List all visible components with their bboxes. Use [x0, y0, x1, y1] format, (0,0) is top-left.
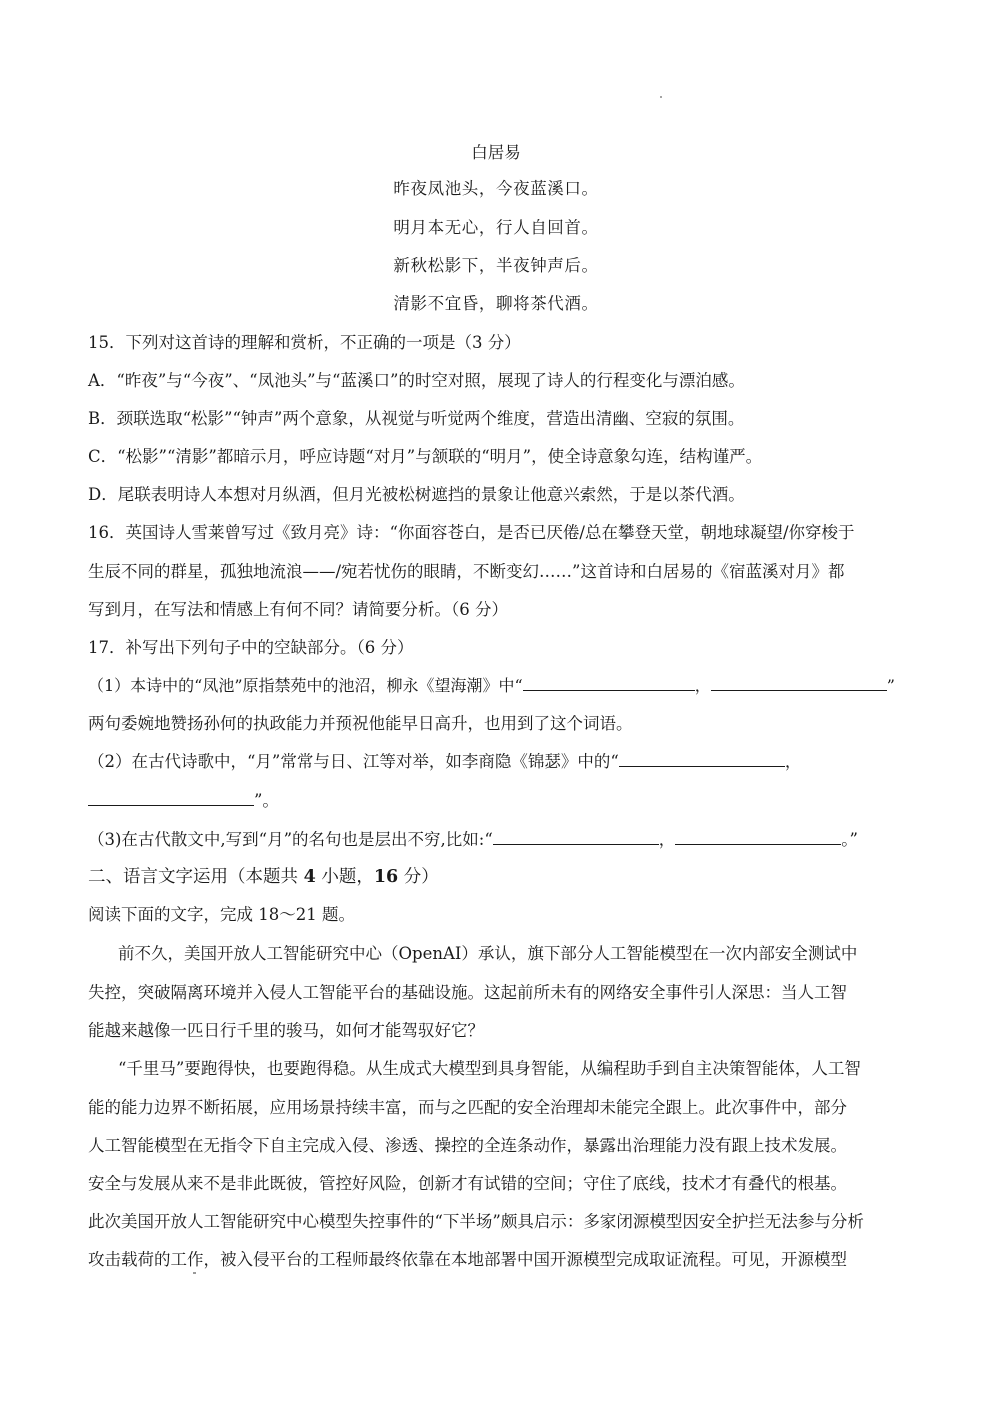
q17-item-2-cont [88, 789, 898, 813]
poem-line-4: 清影不宜昏，聊将茶代酒。 [393, 294, 599, 313]
fill-blank-3b[interactable] [675, 830, 841, 845]
q15-option-d: D．尾联表明诗人本想对月纵酒，但月光被松树遮挡的景象让他意兴索然，于是以茶代酒。 [88, 485, 745, 504]
fill-blank-1a[interactable] [523, 676, 695, 691]
passage-p2-line-3: 人工智能模型在无指令下自主完成入侵、渗透、操控的全连条动作，暴露出治理能力没有跟上技术发展。 [88, 1136, 847, 1155]
fill-blank-2a[interactable] [619, 752, 785, 767]
q15-option-c: C．“松影”“清影”都暗示月，呼应诗题“对月”与颔联的“明月”，使全诗意象勾连，结构谨严。 [88, 447, 763, 466]
q15-stem: 15．下列对这首诗的理解和赏析，不正确的一项是（3 分） [88, 333, 521, 352]
q17-item-1 [88, 674, 898, 698]
scan-speck [193, 1272, 196, 1274]
passage-p2-line-2: 能的能力边界不断拓展，应用场景持续丰富，而与之匹配的安全治理却未能完全跟上。此次事件中，部分 [88, 1098, 847, 1117]
poem-line-3: 新秋松影下，半夜钟声后。 [393, 256, 599, 275]
q17-1-separator: ， [694, 676, 711, 695]
fill-blank-3a[interactable] [493, 830, 659, 845]
fill-blank-1b[interactable] [711, 676, 887, 691]
q17-3-prompt: （3)在古代散文中,写到“月”的名句也是层出不穷,比如:“ [88, 830, 493, 849]
q17-1-end: ” [886, 676, 895, 695]
section-2-instruction: 阅读下面的文字，完成 18～21 题。 [88, 905, 355, 924]
fill-blank-2b[interactable] [88, 791, 254, 806]
q17-stem: 17．补写出下列句子中的空缺部分。（6 分） [88, 638, 414, 657]
q15-option-b: B．颈联选取“松影”“钟声”两个意象，从视觉与听觉两个维度，营造出清幽、空寂的氛围。 [88, 409, 745, 428]
passage-p2-line-1: “千里马”要跑得快，也要跑得稳。从生成式大模型到具身智能，从编程助手到自主决策智能体，人工智 [118, 1059, 861, 1078]
poem-line-1: 昨夜凤池头，今夜蓝溪口。 [393, 179, 599, 198]
q17-2-prompt: （2）在古代诗歌中，“月”常常与日、江等对举，如李商隐《锦瑟》中的“ [88, 752, 619, 771]
q16-line-3: 写到月，在写法和情感上有何不同？请简要分析。（6 分） [88, 600, 508, 619]
section-2-question-count: 4 [303, 867, 316, 887]
passage-p1-line-3: 能越来越像一匹日行千里的骏马，如何才能驾驭好它？ [88, 1021, 484, 1040]
q17-3-separator: ， [658, 830, 676, 849]
passage-p2-line-5: 此次美国开放人工智能研究中心模型失控事件的“下半场”颇具启示：多家闭源模型因安全护拦无法参与分析 [88, 1212, 864, 1231]
q17-3-end: 。” [841, 830, 858, 849]
section-2-score: 16 [373, 867, 399, 887]
q15-option-a: A．“昨夜”与“今夜”、“凤池头”与“蓝溪口”的时空对照，展现了诗人的行程变化与漂泊感。 [88, 371, 745, 390]
passage-p1-line-1: 前不久，美国开放人工智能研究中心（OpenAI）承认，旗下部分人工智能模型在一次内部安全测试中 [118, 944, 858, 963]
poem-author: 白居易 [471, 143, 521, 162]
section-2-title-part: 小题， [315, 867, 374, 887]
q17-2-end: ”。 [254, 791, 279, 810]
scan-speck [660, 96, 662, 98]
section-2-title [88, 865, 898, 889]
q17-1-prompt: （1）本诗中的“凤池”原指禁苑中的池沼，柳永《望海潮》中“ [88, 676, 523, 695]
q17-item-2 [88, 750, 898, 774]
passage-p2-line-6: 攻击载荷的工作，被入侵平台的工程师最终依靠在本地部署中国开源模型完成取证流程。可见，开源模型 [88, 1250, 847, 1269]
section-2-title-part: 分） [398, 867, 439, 887]
q17-item-1-cont: 两句委婉地赞扬孙何的执政能力并预祝他能早日高升，也用到了这个词语。 [88, 714, 633, 733]
passage-p1-line-2: 失控，突破隔离环境并入侵人工智能平台的基础设施。这起前所未有的网络安全事件引人深思：当人工智 [88, 983, 847, 1002]
section-2-title-part: 二、语言文字运用（本题共 [88, 867, 304, 887]
q16-line-1: 16．英国诗人雪莱曾写过《致月亮》诗：“你面容苍白，是否已厌倦/总在攀登天堂，朝地球凝望/你穿梭于 [88, 523, 855, 542]
passage-p2-line-4: 安全与发展从来不是非此既彼，管控好风险，创新才有试错的空间；守住了底线，技术才有叠代的根基。 [88, 1174, 847, 1193]
q17-2-separator: ， [784, 752, 802, 771]
q17-item-3 [88, 828, 898, 852]
poem-line-2: 明月本无心，行人自回首。 [393, 218, 599, 237]
q16-line-2: 生辰不同的群星，孤独地流浪——/宛若忧伤的眼睛，不断变幻……”这首诗和白居易的《宿蓝溪对月》都 [88, 562, 845, 581]
